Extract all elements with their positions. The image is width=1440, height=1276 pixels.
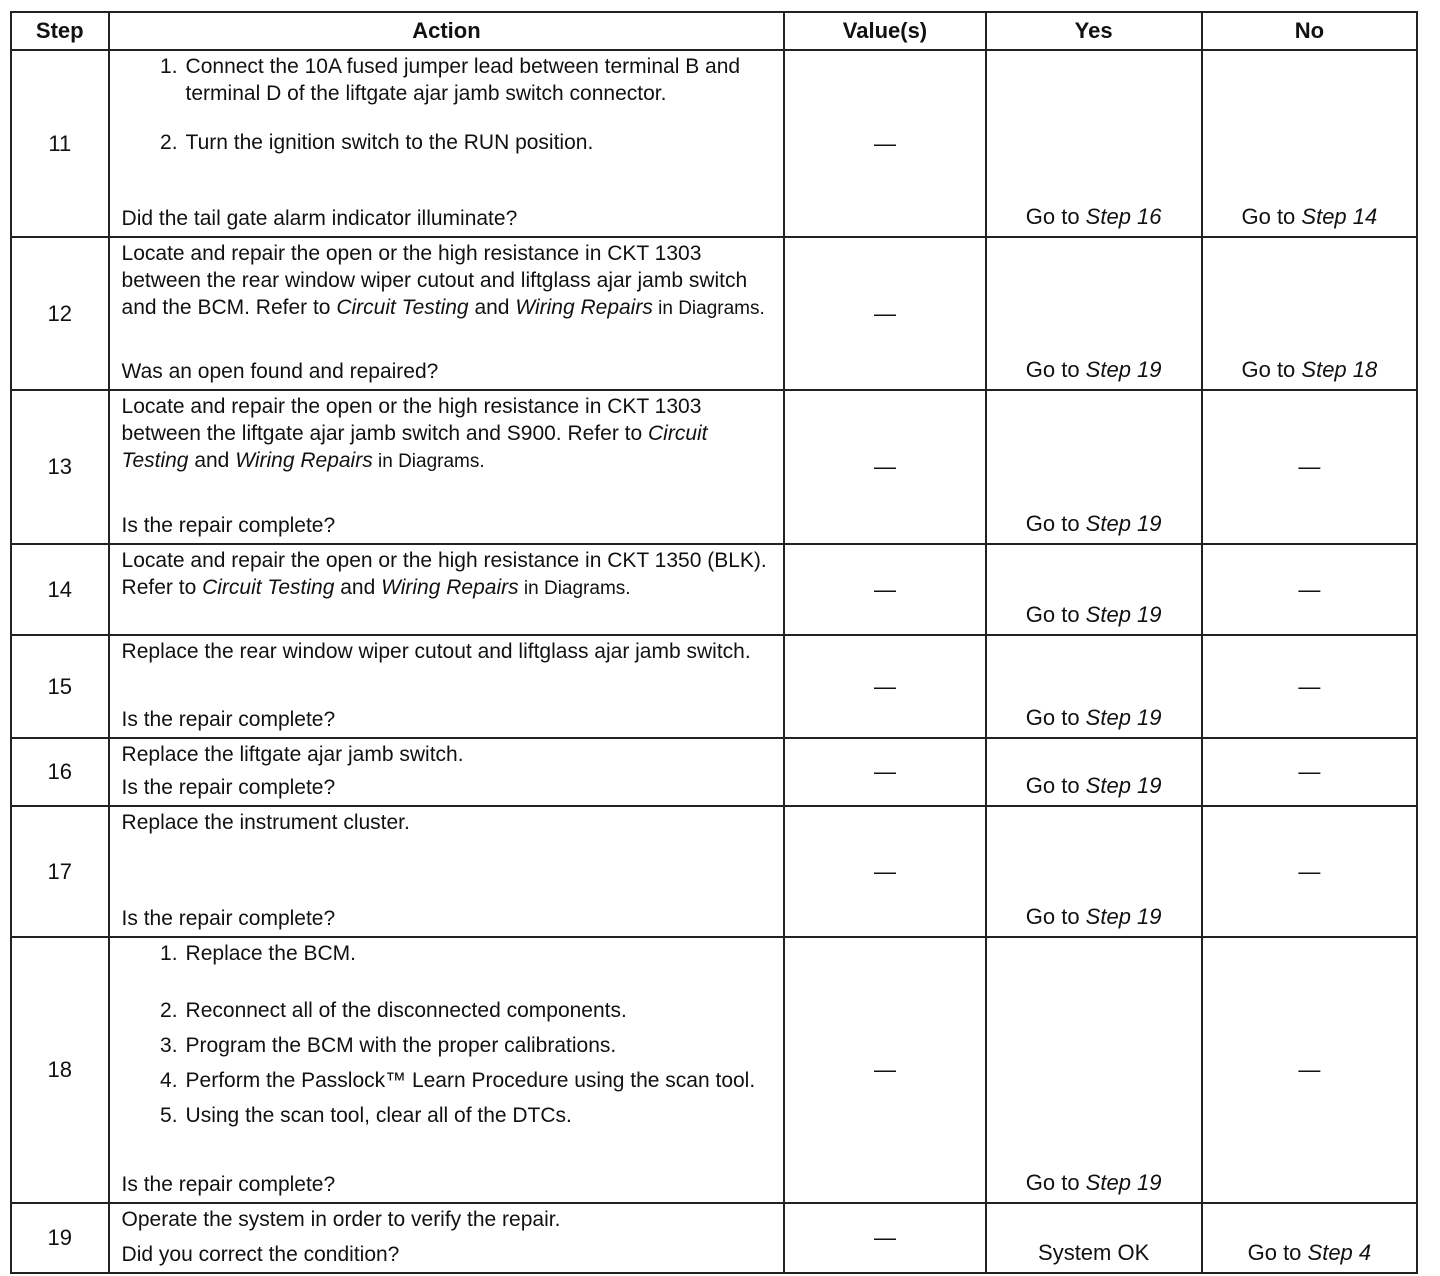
step-link[interactable]: Step 4: [1307, 1240, 1372, 1265]
no-cell: —: [1202, 635, 1417, 738]
table-row: [11, 50, 1417, 237]
action-text: Locate and repair the open or the high resistance in CKT 1303 between the rear window wiper cutout and liftglass ajar jamb switch and the BCM. Refer to Circuit Testing and Wiring Repairs in Diagrams.: [121, 242, 765, 319]
no-cell: —: [1202, 390, 1417, 544]
action-question: Is the repair complete?: [121, 708, 336, 731]
step-number: 19: [11, 1203, 109, 1273]
step-number: 12: [11, 237, 109, 390]
action-cell: [109, 390, 785, 544]
value-cell: —: [784, 237, 985, 390]
step-link[interactable]: Step 19: [1085, 773, 1162, 798]
table-row: [11, 806, 1417, 937]
header-yes: Yes: [986, 12, 1202, 50]
action-cell: [109, 1203, 785, 1273]
reference-link[interactable]: Wiring Repairs: [381, 576, 519, 599]
system-ok-label: System OK: [1038, 1240, 1150, 1265]
action-cell: [109, 50, 785, 237]
action-cell: [109, 237, 785, 390]
no-cell: —: [1202, 544, 1417, 635]
header-step: Step: [11, 12, 109, 50]
action-text: Operate the system in order to verify the repair.: [121, 1208, 561, 1231]
reference-link[interactable]: Wiring Repairs: [235, 449, 373, 472]
action-question: Is the repair complete?: [121, 907, 336, 930]
list-item: 1. Replace the BCM.: [160, 942, 356, 965]
no-cell: Go to Step 18: [1202, 237, 1417, 390]
header-values: Value(s): [784, 12, 985, 50]
step-link[interactable]: Step 19: [1085, 511, 1162, 536]
step-number: 18: [11, 937, 109, 1203]
list-item: 4. Perform the Passlock™ Learn Procedure using the scan tool.: [160, 1069, 756, 1092]
reference-link[interactable]: Circuit Testing: [202, 576, 335, 599]
value-cell: —: [784, 806, 985, 937]
table-row: [11, 635, 1417, 738]
step-link[interactable]: Step 19: [1085, 602, 1162, 627]
action-list: [122, 940, 776, 1129]
yes-cell: Go to Step 19: [986, 937, 1202, 1203]
step-link[interactable]: Step 14: [1301, 204, 1378, 229]
list-item: 3. Program the BCM with the proper calibrations.: [160, 1034, 617, 1057]
action-question: Was an open found and repaired?: [121, 360, 439, 383]
yes-cell: Go to Step 19: [986, 237, 1202, 390]
action-cell: [109, 806, 785, 937]
step-link[interactable]: Step 19: [1085, 705, 1162, 730]
no-cell: Go to Step 14: [1202, 50, 1417, 237]
action-list: [122, 53, 776, 156]
value-cell: —: [784, 1203, 985, 1273]
value-cell: —: [784, 738, 985, 806]
yes-cell: Go to Step 16: [986, 50, 1202, 237]
yes-cell: Go to Step 19: [986, 544, 1202, 635]
yes-cell: Go to Step 19: [986, 390, 1202, 544]
action-text: Replace the instrument cluster.: [121, 811, 410, 834]
list-item: 1. Connect the 10A fused jumper lead between terminal B and terminal D of the liftgate ajar jamb switch connector.: [160, 55, 741, 105]
action-question: Is the repair complete?: [121, 1173, 336, 1196]
step-number: 13: [11, 390, 109, 544]
table-row: [11, 237, 1417, 390]
header-no: No: [1202, 12, 1417, 50]
list-item: 5. Using the scan tool, clear all of the DTCs.: [160, 1104, 572, 1127]
action-cell: [109, 635, 785, 738]
yes-cell: Go to Step 19: [986, 806, 1202, 937]
reference-link[interactable]: Circuit Testing: [121, 422, 708, 472]
step-link[interactable]: Step 16: [1085, 204, 1162, 229]
reference-link[interactable]: Circuit Testing: [336, 296, 469, 319]
action-question: Is the repair complete?: [121, 514, 336, 537]
action-text: Locate and repair the open or the high resistance in CKT 1303 between the liftgate ajar jamb switch and S900. Refer to Circuit Testing and Wiring Repairs in Diagrams.: [121, 395, 708, 472]
action-text: Replace the liftgate ajar jamb switch.: [121, 743, 464, 766]
table-row: [11, 937, 1417, 1203]
action-question: Did the tail gate alarm indicator illuminate?: [121, 207, 518, 230]
step-link[interactable]: Step 18: [1301, 357, 1378, 382]
table-row: [11, 390, 1417, 544]
yes-cell: Go to Step 19: [986, 635, 1202, 738]
value-cell: —: [784, 544, 985, 635]
step-number: 15: [11, 635, 109, 738]
yes-cell: [986, 1203, 1202, 1273]
action-text: Locate and repair the open or the high resistance in CKT 1350 (BLK). Refer to Circuit Testing and Wiring Repairs in Diagrams.: [121, 549, 767, 599]
value-cell: —: [784, 390, 985, 544]
value-cell: —: [784, 937, 985, 1203]
value-cell: —: [784, 50, 985, 237]
step-link[interactable]: Step 19: [1085, 904, 1162, 929]
step-link[interactable]: Step 19: [1085, 1170, 1162, 1195]
table-row: [11, 544, 1417, 635]
header-action: Action: [109, 12, 785, 50]
reference-link[interactable]: Wiring Repairs: [515, 296, 653, 319]
action-question: Did you correct the condition?: [121, 1243, 400, 1266]
no-cell: —: [1202, 937, 1417, 1203]
action-cell: [109, 937, 785, 1203]
action-text: Replace the rear window wiper cutout and liftglass ajar jamb switch.: [121, 640, 751, 663]
diagnostic-table: [10, 11, 1418, 1274]
list-item: 2. Turn the ignition switch to the RUN position.: [160, 131, 594, 154]
no-cell: —: [1202, 806, 1417, 937]
action-cell: [109, 738, 785, 806]
action-question: Is the repair complete?: [121, 776, 336, 799]
step-number: 11: [11, 50, 109, 237]
step-number: 17: [11, 806, 109, 937]
action-cell: [109, 544, 785, 635]
yes-cell: Go to Step 19: [986, 738, 1202, 806]
table-row: [11, 1203, 1417, 1273]
header-row: [11, 12, 1417, 50]
step-number: 14: [11, 544, 109, 635]
no-cell: —: [1202, 738, 1417, 806]
no-cell: Go to Step 4: [1202, 1203, 1417, 1273]
table-row: [11, 738, 1417, 806]
step-link[interactable]: Step 19: [1085, 357, 1162, 382]
value-cell: —: [784, 635, 985, 738]
step-number: 16: [11, 738, 109, 806]
list-item: 2. Reconnect all of the disconnected components.: [160, 999, 627, 1022]
